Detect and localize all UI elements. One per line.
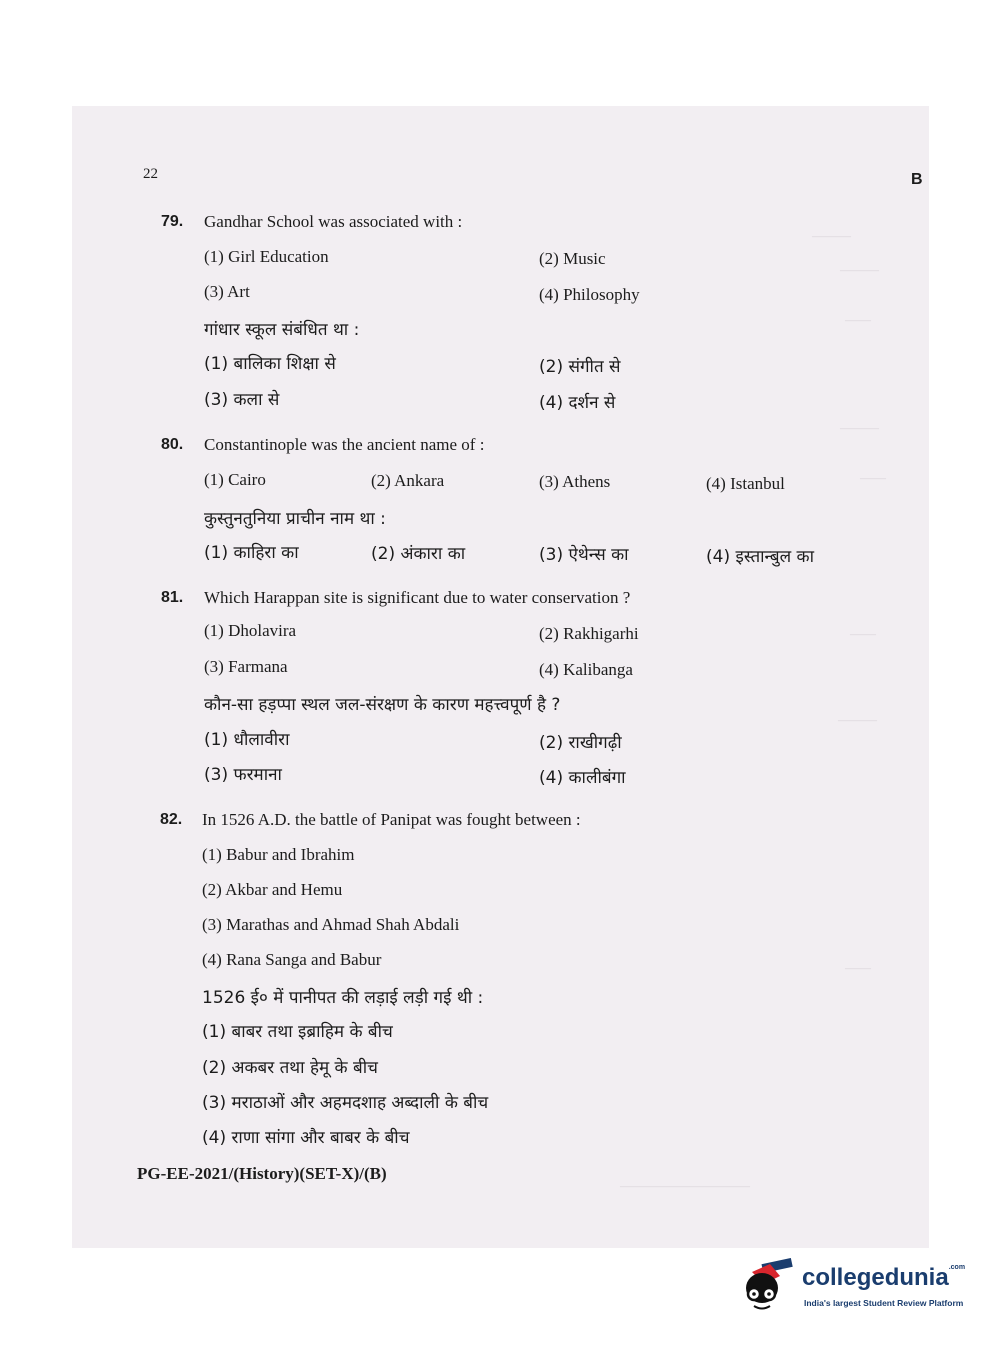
option-en: (4) Kalibanga [539, 660, 633, 679]
option-en: (4) Philosophy [539, 285, 640, 304]
question-number: 81. [161, 589, 184, 606]
option-hi: (4) इस्तान्बुल का [706, 547, 814, 567]
question-text-hi: कुस्तुनतुनिया प्राचीन नाम था : [204, 509, 386, 529]
brand-name: collegedunia [802, 1264, 949, 1291]
brand-suffix: .com [948, 1264, 966, 1271]
option-en: (1) Babur and Ibrahim [202, 845, 355, 864]
question-text-en: Constantinople was the ancient name of : [204, 435, 485, 454]
option-en: (4) Istanbul [706, 474, 785, 493]
question-number: 79. [161, 213, 184, 230]
option-hi: (3) फरमाना [204, 765, 282, 785]
question-text-en: In 1526 A.D. the battle of Panipat was fought between : [202, 810, 581, 829]
question-number: 82. [160, 811, 183, 828]
option-hi: (4) कालीबंगा [539, 768, 626, 788]
option-hi: (1) धौलावीरा [204, 730, 290, 750]
collegedunia-logo[interactable] [740, 1258, 970, 1318]
option-hi: (2) राखीगढ़ी [539, 733, 622, 753]
question-text-hi: कौन-सा हड़प्पा स्थल जल-संरक्षण के कारण महत्त्वपूर्ण है ? [204, 695, 561, 715]
option-en: (3) Athens [539, 472, 611, 491]
option-en: (1) Cairo [204, 470, 266, 489]
option-en: (2) Akbar and Hemu [202, 880, 343, 899]
option-hi: (2) अकबर तथा हेमू के बीच [202, 1058, 378, 1078]
option-hi: (3) कला से [204, 390, 280, 410]
set-letter: B [911, 171, 923, 188]
option-hi: (4) दर्शन से [539, 393, 616, 413]
option-hi: (3) मराठाओं और अहमदशाह अब्दाली के बीच [202, 1093, 489, 1113]
question-text-hi: 1526 ई० में पानीपत की लड़ाई लड़ी गई थी : [202, 988, 484, 1008]
option-en: (3) Marathas and Ahmad Shah Abdali [202, 915, 460, 934]
option-hi: (2) संगीत से [539, 357, 621, 377]
option-en: (2) Rakhigarhi [539, 624, 639, 643]
question-text-hi: गांधार स्कूल संबंधित था : [204, 320, 360, 340]
option-en: (3) Art [204, 282, 250, 301]
question-number: 80. [161, 436, 184, 453]
brand-tagline: India's largest Student Review Platform [804, 1298, 964, 1308]
option-en: (1) Dholavira [204, 621, 297, 640]
student-mascot-icon [740, 1258, 798, 1316]
option-hi: (1) काहिरा का [204, 543, 299, 563]
option-hi: (1) बाबर तथा इब्राहिम के बीच [202, 1022, 393, 1042]
option-en: (2) Ankara [371, 471, 445, 490]
option-en: (4) Rana Sanga and Babur [202, 950, 382, 969]
option-en: (1) Girl Education [204, 247, 329, 266]
page-number: 22 [143, 166, 158, 182]
paper-code: PG-EE-2021/(History)(SET-X)/(B) [137, 1164, 387, 1183]
question-text-en: Which Harappan site is significant due to water conservation ? [204, 588, 631, 607]
option-hi: (3) ऐथेन्स का [539, 545, 629, 565]
question-text-en: Gandhar School was associated with : [204, 212, 463, 231]
option-hi: (1) बालिका शिक्षा से [204, 354, 336, 374]
option-en: (3) Farmana [204, 657, 288, 676]
option-hi: (4) राणा सांगा और बाबर के बीच [202, 1128, 410, 1148]
option-hi: (2) अंकारा का [371, 544, 466, 564]
question-paper-sheet [72, 106, 929, 1248]
option-en: (2) Music [539, 249, 606, 268]
